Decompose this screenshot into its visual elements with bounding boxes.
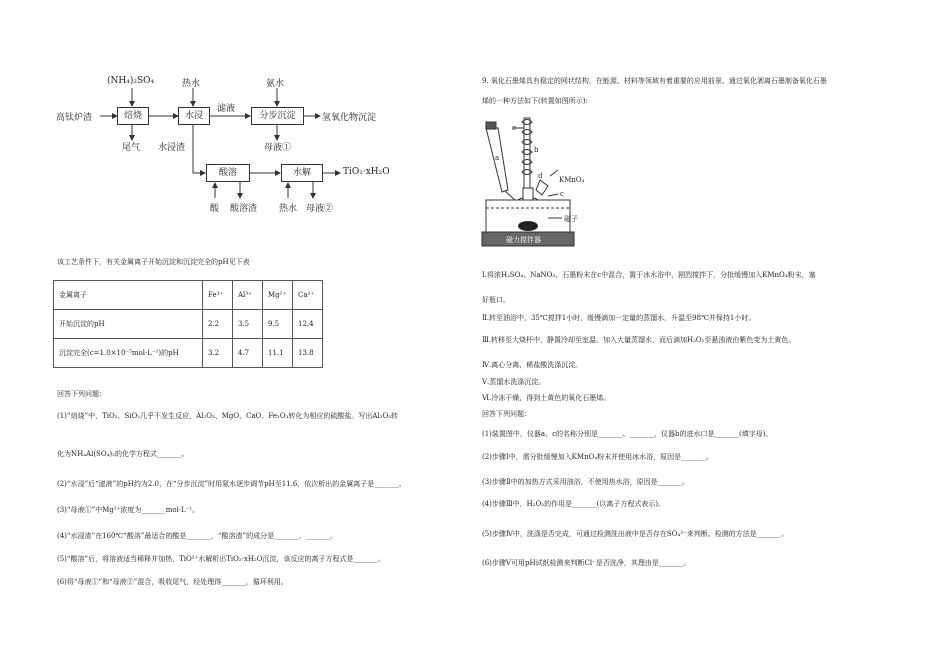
question-6: (6)将“母液①”和“母液②”混合，吸收尾气，经处理得_______，循环利用。	[57, 578, 288, 586]
table-intro: 该工艺条件下，有关金属离子开始沉淀和沉淀完全的pH见下表	[57, 258, 250, 266]
left-answer-intro: 回答下列问题：	[57, 390, 106, 398]
table-cell: 9.5	[263, 310, 293, 339]
question-2: (2)“水浸”后“滤液”的pH约为2.0，在“分步沉淀”时用氨水逐步调节pH至11.6，依次析出的金属离子是_______。	[57, 480, 406, 488]
ammonia-label: 氨水	[266, 79, 285, 89]
hot-water2-label: 热水	[279, 204, 298, 214]
r-question-1: (1)装置图中，仪器a、c的名称分别是_______、_______，仪器b的进水口是_______(填字母)。	[482, 430, 773, 438]
step-4: Ⅳ.离心分离，稀盐酸洗涤沉淀。	[482, 361, 583, 369]
table-cell: 13.8	[293, 339, 323, 368]
q9-title-2: 烯的一种方法如下(转置如图所示):	[482, 97, 588, 105]
label-kmno4: KMnO₄	[559, 176, 585, 184]
step-3: Ⅲ.转移至大烧杯中，静置冷却至室温。加入大量蒸馏水，而后滴加H₂O₂至悬浊液由紫色变为土黄色。	[482, 336, 796, 344]
ion-cell: Ca²⁺	[293, 281, 323, 310]
tail-gas-label: 尾气	[122, 143, 141, 153]
ion-cell: Al³⁺	[233, 281, 263, 310]
mother1-label: 母液①	[264, 143, 292, 153]
label-b: b	[534, 146, 539, 154]
table-cell: 2.2	[203, 310, 233, 339]
label-stirrer: 磁力搅拌器	[506, 236, 541, 244]
table-cell: 3.2	[203, 339, 233, 368]
acid-label: 酸	[210, 204, 220, 214]
reagent-label: (NH₄)₂SO₄	[107, 76, 155, 86]
ion-cell: Fe³⁺	[203, 281, 233, 310]
label-c: c	[560, 190, 564, 198]
table-cell: 4.7	[233, 339, 263, 368]
row-label: 开始沉淀的pH	[54, 310, 203, 339]
question-3: (3)“母液①”中Mg²⁺浓度为_______mol·L⁻¹。	[57, 506, 200, 514]
step-1b: 好瓶口。	[482, 296, 510, 304]
r-question-6: (6)步骤Ⅴ可用pH试纸检测来判断Cl⁻是否洗净，其理由是_______。	[482, 559, 691, 567]
r-question-2: (2)步骤Ⅰ中，需分批缓慢加入KMnO₄粉末并使用冰水浴，原因是_______。	[482, 453, 713, 461]
question-1a: (1)“焙烧”中，TiO₂、SiO₂几乎不发生反应，Al₂O₃、MgO、CaO、Fe₂O₃转化为相应的硫酸盐。写出Al₂O₃转	[57, 412, 399, 420]
r-question-5: (5)步骤Ⅳ中，洗涤是否完成，可通过检测洗出液中是否存在SO₄²⁻来判断。检测的方法是_______。	[482, 530, 789, 538]
acid-residue-label: 酸溶渣	[230, 204, 258, 214]
label-e: e	[512, 124, 517, 132]
row-label: 沉淀完全(c=1.0×10⁻⁵mol·L⁻¹)的pH	[54, 339, 203, 368]
question-4: (4)“水浸渣”在160℃“酸溶”最适合的酸是_______，“酸溶渣”的成分是_______、_______。	[57, 532, 338, 540]
step-1a: Ⅰ.将浓H₂SO₄、NaNO₃、石墨粉末在c中混合，置于冰水浴中，剧烈搅拌下，分批缓慢加入KMnO₄粉末，塞	[482, 271, 816, 279]
table-cell: 3.5	[233, 310, 263, 339]
label-magnet: 磁子	[564, 215, 578, 223]
label-a: a	[495, 154, 500, 162]
right-answer-intro: 回答下列问题：	[482, 410, 531, 418]
mother2-label: 母液②	[306, 204, 334, 214]
question-5: (5)“酸溶”后，将溶液适当稀释并加热，TiO²⁺水解析出TiO₂·xH₂O沉淀，该反应的离子方程式是_______。	[57, 555, 385, 563]
raw-material-label: 高钛炉渣	[56, 113, 93, 123]
hot-water-label: 热水	[182, 79, 201, 89]
water-leach-box: 水浸	[178, 107, 210, 125]
residue-label: 水浸渣	[158, 143, 186, 153]
product-label: TiO₂·xH₂O	[343, 167, 390, 177]
step-2: Ⅱ.转至油浴中，35℃搅拌1小时，缓慢滴加一定量的蒸馏水，升温至98℃并保持1小时。	[482, 314, 756, 322]
q9-title: 9. 氧化石墨烯具有稳定的网状结构，在能源、材料等领域有着重要的应用前景。通过氧化剥离石墨制备氧化石墨	[482, 77, 827, 85]
step-6: Ⅵ.冷冻干燥，得到土黄色的氧化石墨烯。	[482, 394, 611, 402]
acid-dissolve-box: 酸溶	[206, 164, 250, 182]
step-5: Ⅴ.蒸馏水洗涤沉淀。	[482, 378, 546, 386]
r-question-3: (3)步骤Ⅱ中的加热方式采用油浴，不使用热水浴，原因是_______。	[482, 478, 690, 486]
question-1b: 化为NH₄Al(SO₄)₂的化学方程式_______。	[57, 450, 189, 458]
table-cell: 11.1	[263, 339, 293, 368]
label-d: d	[538, 172, 543, 180]
hydrolysis-box: 水解	[281, 164, 323, 182]
hydroxide-label: 氢氧化物沉淀	[322, 113, 377, 123]
roast-box: 焙烧	[117, 107, 149, 125]
ion-cell: Mg²⁺	[263, 281, 293, 310]
filtrate-label: 滤液	[217, 104, 236, 114]
table-header-label: 金属离子	[54, 281, 203, 310]
sep-precip-box: 分步沉淀	[251, 107, 304, 125]
table-cell: 12.4	[293, 310, 323, 339]
r-question-4: (4)步骤Ⅲ中，H₂O₂的作用是_______(以离子方程式表示)。	[482, 500, 666, 508]
